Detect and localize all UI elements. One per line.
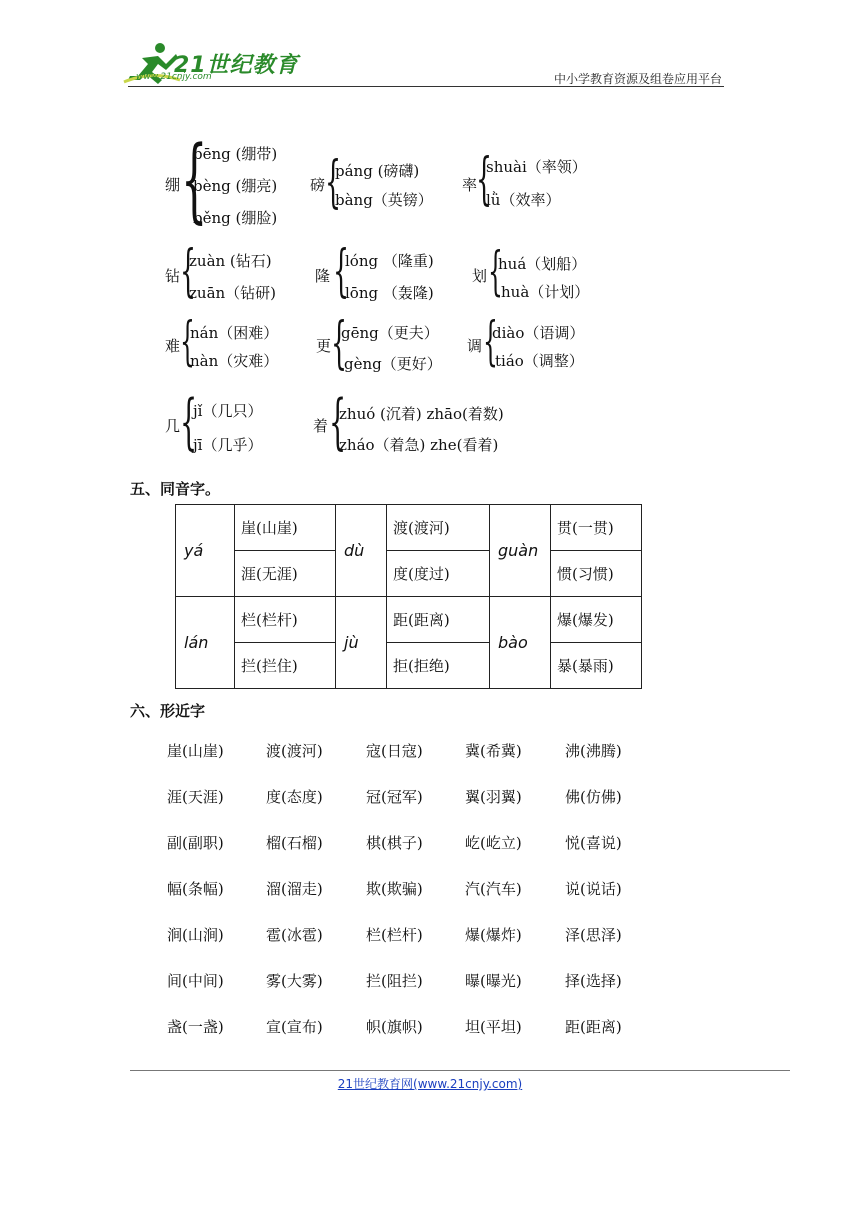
brace-icon: { [476,147,493,212]
table-row [176,505,642,551]
poly-char: 调 [467,337,483,355]
word-cell: 崖(山崖) [235,505,336,551]
brace-icon: { [180,312,195,372]
similar-char-item: 汽(汽车) [465,880,522,898]
similar-char-item: 帜(旗帜) [366,1018,423,1036]
poly-char: 划 [472,267,488,285]
pinyin-cell: jù [336,597,387,689]
similar-char-item: 翼(羽翼) [465,788,522,806]
similar-char-item: 悦(喜说) [565,834,622,852]
similar-char-item: 佛(仿佛) [565,788,622,806]
poly-char: 磅 [310,176,326,194]
poly-char: 绷 [165,176,181,194]
similar-char-item: 拦(阻拦) [366,972,423,990]
poly-reading: gēng（更夫） [341,324,439,342]
section-title-homophones: 五、同音字。 [130,480,221,498]
poly-reading: nàn（灾难） [190,352,279,370]
poly-reading: lōng （轰隆) [345,284,434,302]
poly-reading: jī（几乎） [193,436,263,454]
similar-char-item: 栏(栏杆) [366,926,423,944]
poly-char: 率 [462,176,478,194]
word-cell: 距(距离) [387,597,490,643]
poly-reading: zuàn (钻石) [189,252,272,270]
pinyin-cell: guàn [490,505,551,597]
poly-reading: diào（语调） [492,324,585,342]
similar-char-item: 间(中间) [167,972,224,990]
similar-char-item: 欺(欺骗) [366,880,423,898]
similar-char-item: 说(说话) [565,880,622,898]
word-cell: 惯(习惯) [551,551,642,597]
word-cell: 栏(栏杆) [235,597,336,643]
page-header [0,0,860,100]
word-cell: 度(度过) [387,551,490,597]
pinyin-cell: bào [490,597,551,689]
similar-char-item: 棋(棋子) [366,834,423,852]
brace-icon: { [483,312,498,372]
brace-icon: { [331,311,348,376]
table-row [176,643,642,689]
similar-char-item: 泽(思泽) [565,926,622,944]
poly-reading: huá（划船） [498,255,587,273]
poly-reading: nán（困难） [190,324,279,342]
poly-char: 难 [165,337,181,355]
section-title-similar: 六、形近字 [130,702,206,720]
similar-char-item: 榴(石榴) [266,834,323,852]
header-divider [128,86,724,87]
similar-char-item: 坦(平坦) [465,1018,522,1036]
poly-char: 着 [313,417,329,435]
platform-name: 中小学教育资源及组卷应用平台 [553,72,722,86]
similar-char-item: 寇(日寇) [366,742,423,760]
footer-divider [130,1070,790,1071]
word-cell: 拦(拦住) [235,643,336,689]
brace-icon: { [329,387,347,457]
table-row [176,597,642,643]
similar-char-item: 副(副职) [167,834,224,852]
poly-reading: bàng（英镑） [335,191,433,209]
poly-reading: shuài（率领） [486,158,587,176]
poly-reading: běng (绷脸) [193,209,278,227]
poly-reading: tiáo（调整） [495,352,584,370]
homophone-table [175,504,642,689]
similar-char-item: 冠(冠军) [366,788,423,806]
word-cell: 爆(爆发) [551,597,642,643]
similar-char-item: 度(态度) [266,788,323,806]
similar-char-item: 渡(渡河) [266,742,323,760]
similar-char-item: 雹(冰雹) [266,926,323,944]
similar-char-item: 爆(爆炸) [465,926,522,944]
word-cell: 渡(渡河) [387,505,490,551]
similar-char-item: 幅(条幅) [167,880,224,898]
pinyin-cell: dù [336,505,387,597]
poly-reading: zhuó (沉着) zhāo(着数) [339,405,504,423]
word-cell: 涯(无涯) [235,551,336,597]
similar-char-item: 崖(山崖) [167,742,224,760]
similar-char-item: 曝(曝光) [465,972,522,990]
poly-char: 钻 [165,267,181,285]
pinyin-cell: lán [176,597,235,689]
poly-reading: zuān（钻研) [189,284,277,302]
poly-char: 更 [316,337,332,355]
poly-reading: bēng (绷带) [193,145,278,163]
poly-reading: bèng (绷亮) [193,177,278,195]
similar-char-item: 冀(希冀) [465,742,522,760]
table-row [176,551,642,597]
similar-char-item: 溜(溜走) [266,880,323,898]
similar-char-item: 屹(屹立) [465,834,522,852]
similar-char-item: 涯(天涯) [167,788,224,806]
logo-url: www.21cnjy.com [136,72,212,82]
similar-char-item: 涧(山涧) [167,926,224,944]
word-cell: 贯(一贯) [551,505,642,551]
word-cell: 暴(暴雨) [551,643,642,689]
brace-icon: { [180,387,198,457]
brace-icon: { [333,239,350,304]
poly-reading: jǐ（几只） [193,402,263,420]
similar-char-item: 择(选择) [565,972,622,990]
brace-icon: { [488,242,503,302]
poly-reading: zháo（着急) zhe(看着) [339,436,499,454]
poly-reading: lǜ（效率） [486,191,561,209]
poly-char: 隆 [315,267,331,285]
similar-char-item: 雾(大雾) [266,972,323,990]
brace-icon: { [325,150,342,215]
poly-reading: gèng（更好） [344,355,442,373]
poly-reading: lóng （隆重) [345,252,434,270]
poly-char: 几 [165,417,181,435]
similar-char-item: 宣(宣布) [266,1018,323,1036]
poly-reading: páng (磅礴) [335,162,420,180]
similar-char-item: 盏(一盏) [167,1018,224,1036]
poly-reading: huà（计划） [501,283,590,301]
similar-char-item: 沸(沸腾) [565,742,622,760]
similar-char-item: 距(距离) [565,1018,622,1036]
brace-icon: { [181,126,208,233]
brace-icon: { [180,239,197,304]
pinyin-cell: yá [176,505,235,597]
footer-link[interactable]: 21世纪教育网(www.21cnjy.com) [337,1077,523,1091]
word-cell: 拒(拒绝) [387,643,490,689]
site-logo[interactable] [122,40,299,86]
logo-text: 21世纪教育 [174,53,299,78]
